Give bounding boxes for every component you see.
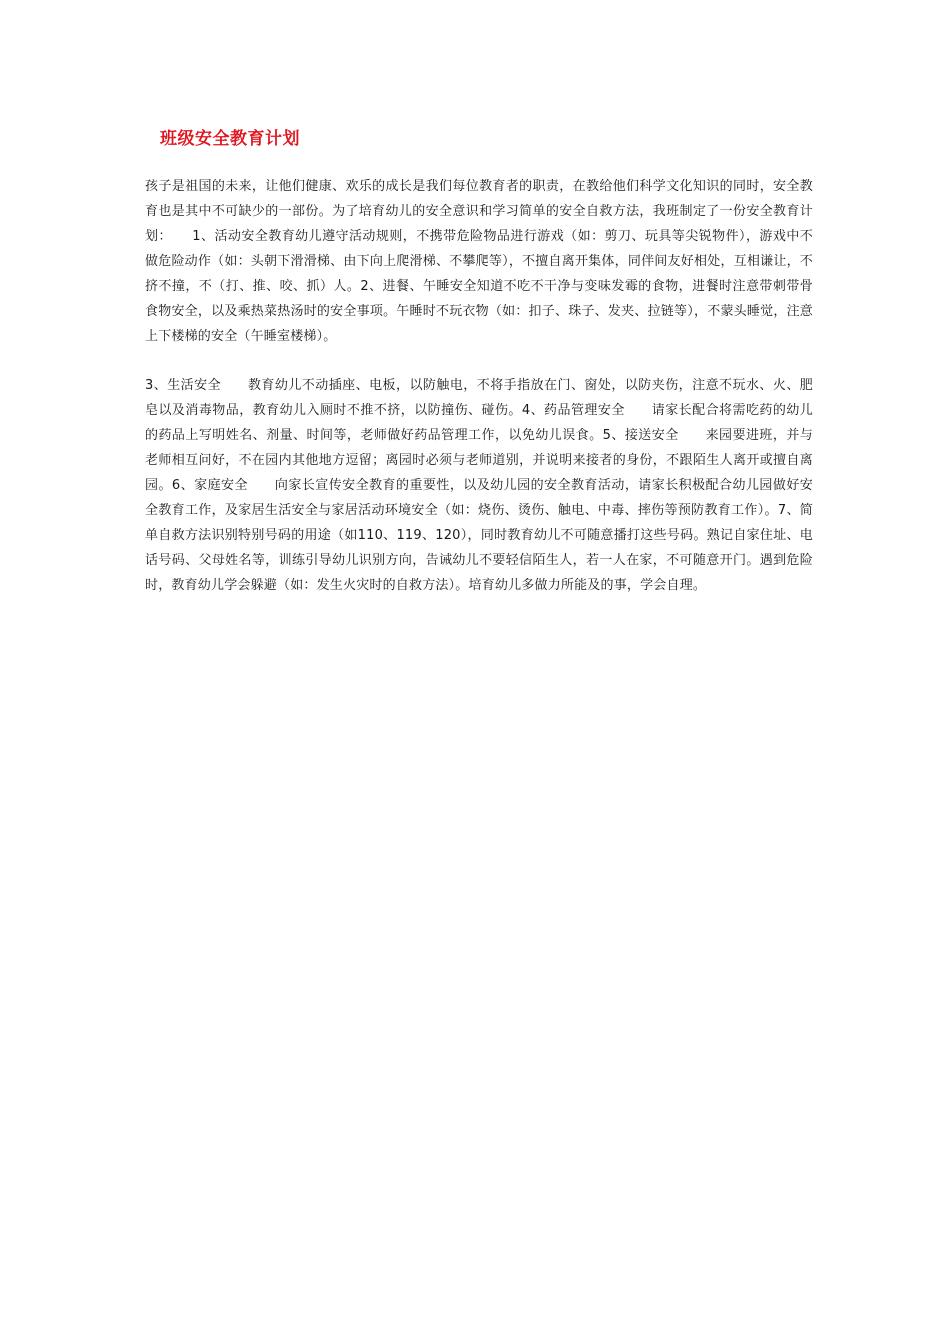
body-paragraph-1: 孩子是祖国的未来，让他们健康、欢乐的成长是我们每位教育者的职责，在教给他们科学文化知识的同时，安全教育也是其中不可缺少的一部份。为了培育幼儿的安全意识和学习简单的安全自救方法，我班制定了一份安全教育计划： 1、活动安全教育幼儿遵守活动规则，不携带危险物品进行游戏（如：剪刀、玩具等尖锐物件），游戏中不做危险动作（如：头朝下滑滑梯、由下向上爬滑梯、不攀爬等），不擅自离开集体，同伴间友好相处，互相谦让，不挤不撞，不（打、推、咬、抓）人。2、进餐、午睡安全知道不吃不干净与变味发霉的食物，进餐时注意带刺带骨食物安全，以及乘热菜热汤时的安全事项。午睡时不玩衣物（如：扣子、珠子、发夹、拉链等），不蒙头睡觉，注意上下楼梯的安全（午睡室楼梯）。 [145, 179, 813, 344]
document-title: 班级安全教育计划 [160, 129, 300, 149]
body-paragraph-2: 3、生活安全 教育幼儿不动插座、电板，以防触电，不将手指放在门、窗处，以防夹伤，注意不玩水、火、肥皂以及消毒物品，教育幼儿入厕时不推不挤，以防撞伤、碰伤。4、药品管理安全 请家长配合将需吃药的幼儿的药品上写明姓名、剂量、时间等，老师做好药品管理工作，以免幼儿误食。5、接送安全 来园要进班，并与老师相互问好，不在园内其他地方逗留；离园时必须与老师道别，并说明来接者的身份，不跟陌生人离开或擅自离园。6、家庭安全 向家长宣传安全教育的重要性，以及幼儿园的安全教育活动，请家长积极配合幼儿园做好安全教育工作，及家居生活安全与家居活动环境安全（如：烧伤、烫伤、触电、中毒、摔伤等预防教育工作）。7、简单自救方法识别特别号码的用途（如110、119、120），同时教育幼儿不可随意播打这些号码。熟记自家住址、电话号码、父母姓名等，训练引导幼儿识别方向，告诫幼儿不要轻信陌生人，若一人在家，不可随意开门。遇到危险时，教育幼儿学会躲避（如：发生火灾时的自救方法）。培育幼儿多做力所能及的事，学会自理。 [145, 378, 813, 593]
